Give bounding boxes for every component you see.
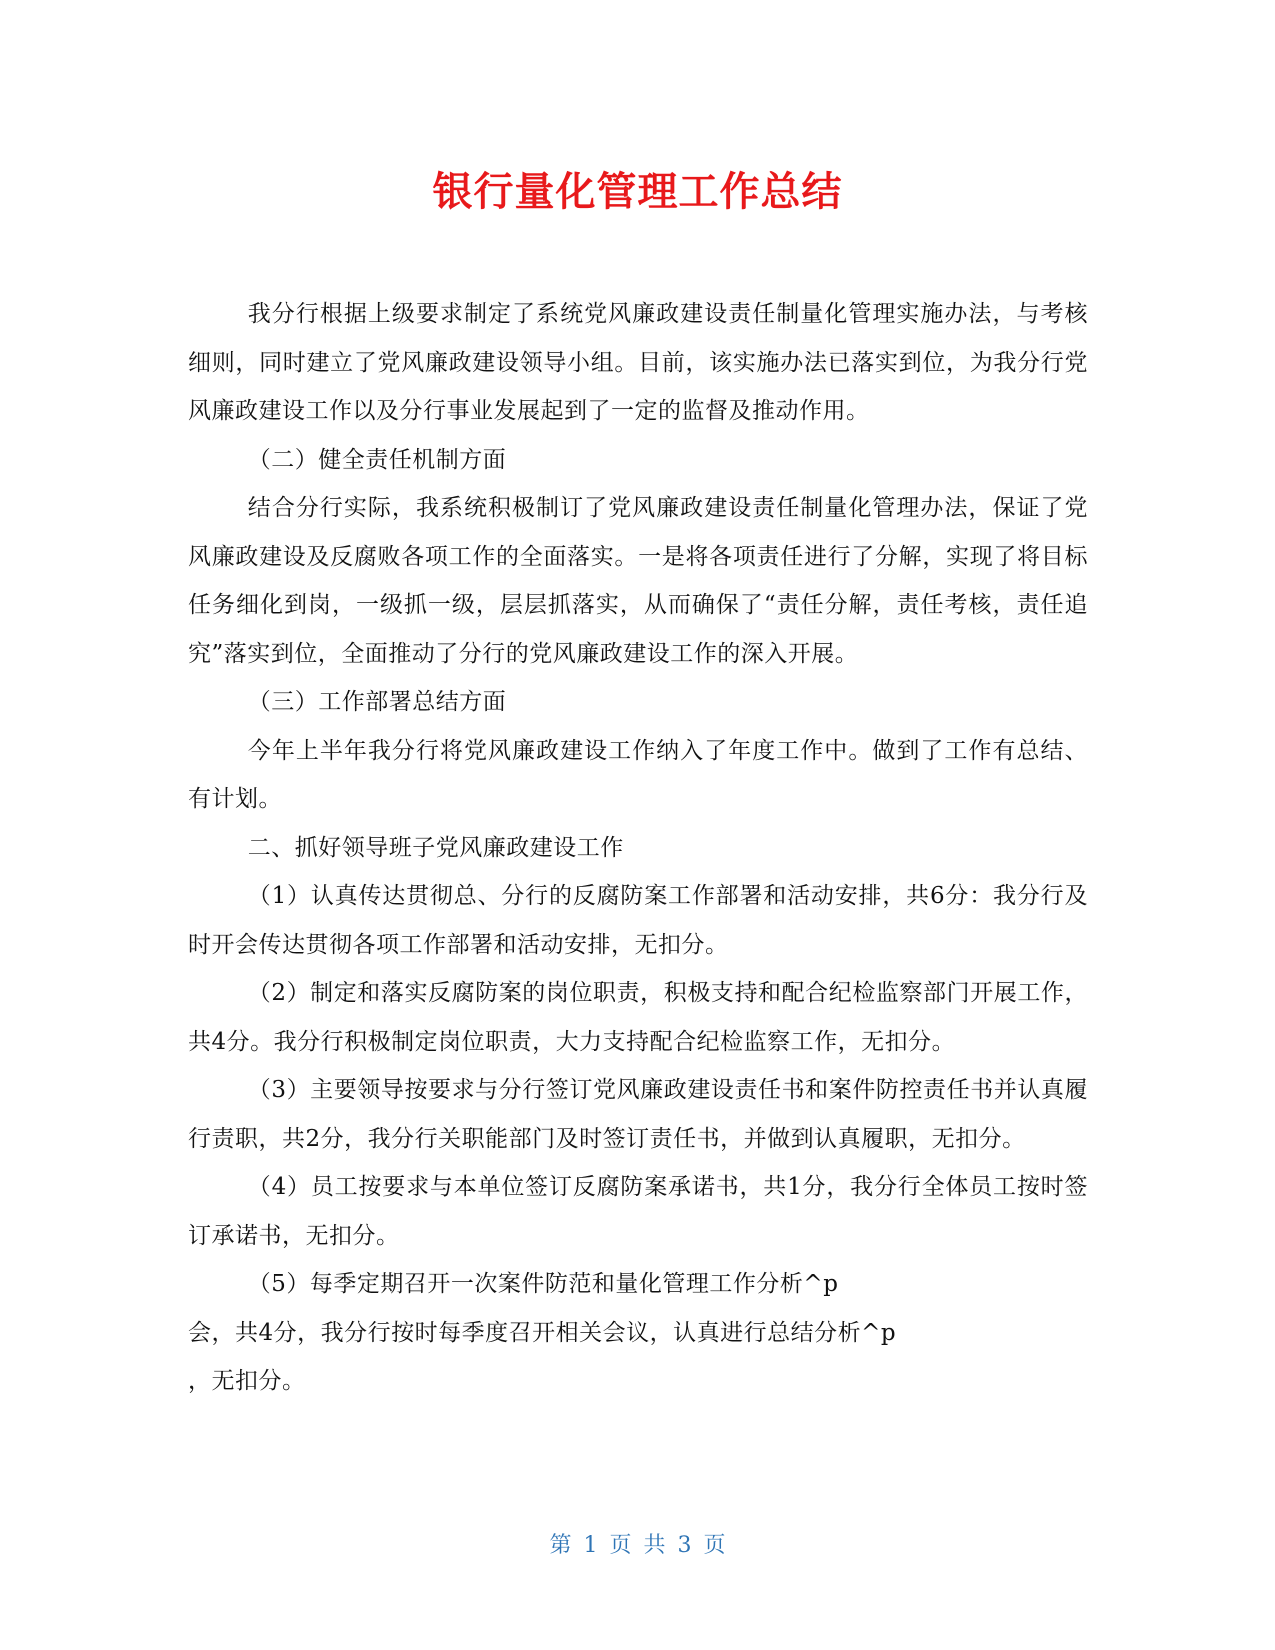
paragraph: 我分行根据上级要求制定了系统党风廉政建设责任制量化管理实施办法，与考核细则，同时建立了党风廉政建设领导小组。目前，该实施办法已落实到位，为我分行党风廉政建设工作以及分行事业发展起到了一定的监督及推动作用。 <box>188 301 1088 424</box>
footer-page-number: 1 <box>583 1533 598 1558</box>
list-item: （1）认真传达贯彻总、分行的反腐防案工作部署和活动安排，共6分：我分行及时开会传达贯彻各项工作部署和活动安排，无扣分。 <box>188 883 1088 958</box>
list-item-line: 会，共4分，我分行按时每季度召开相关会议，认真进行总结分析^p <box>188 1319 897 1346</box>
paragraph: 今年上半年我分行将党风廉政建设工作纳入了年度工作中。做到了工作有总结、有计划。 <box>188 737 1088 812</box>
footer-total-pages: 3 <box>677 1533 692 1558</box>
section-heading: （二）健全责任机制方面 <box>247 446 507 473</box>
document-body <box>188 290 1088 1406</box>
section-heading: 二、抓好领导班子党风廉政建设工作 <box>247 834 624 861</box>
document-title: 银行量化管理工作总结 <box>432 169 843 215</box>
list-item-line: （5）每季定期召开一次案件防范和量化管理工作分析^p <box>247 1271 839 1297</box>
footer-word: 共 <box>643 1533 666 1558</box>
footer-word: 第 <box>549 1533 572 1558</box>
list-item: （2）制定和落实反腐防案的岗位职责，积极支持和配合纪检监察部门开展工作，共4分。我分行积极制定岗位职责，大力支持配合纪检监察工作，无扣分。 <box>188 980 1088 1055</box>
section-heading: （三）工作部署总结方面 <box>247 689 507 715</box>
page-footer <box>0 1528 1275 1559</box>
list-item: （3）主要领导按要求与分行签订党风廉政建设责任书和案件防控责任书并认真履行责职，共2分，我分行关职能部门及时签订责任书，并做到认真履职，无扣分。 <box>188 1077 1088 1152</box>
list-item: （4）员工按要求与本单位签订反腐防案承诺书，共1分，我分行全体员工按时签订承诺书，无扣分。 <box>188 1174 1088 1249</box>
list-item-line: ，无扣分。 <box>188 1368 306 1394</box>
footer-word: 页 <box>609 1533 632 1558</box>
paragraph: 结合分行实际，我系统积极制订了党风廉政建设责任制量化管理办法，保证了党风廉政建设及反腐败各项工作的全面落实。一是将各项责任进行了分解，实现了将目标任务细化到岗，一级抓一级，层层抓落实，从而确保了“责任分解，责任考核，责任追究”落实到位，全面推动了分行的党风廉政建设工作的深入开展。 <box>188 495 1088 667</box>
footer-word: 页 <box>703 1533 726 1558</box>
